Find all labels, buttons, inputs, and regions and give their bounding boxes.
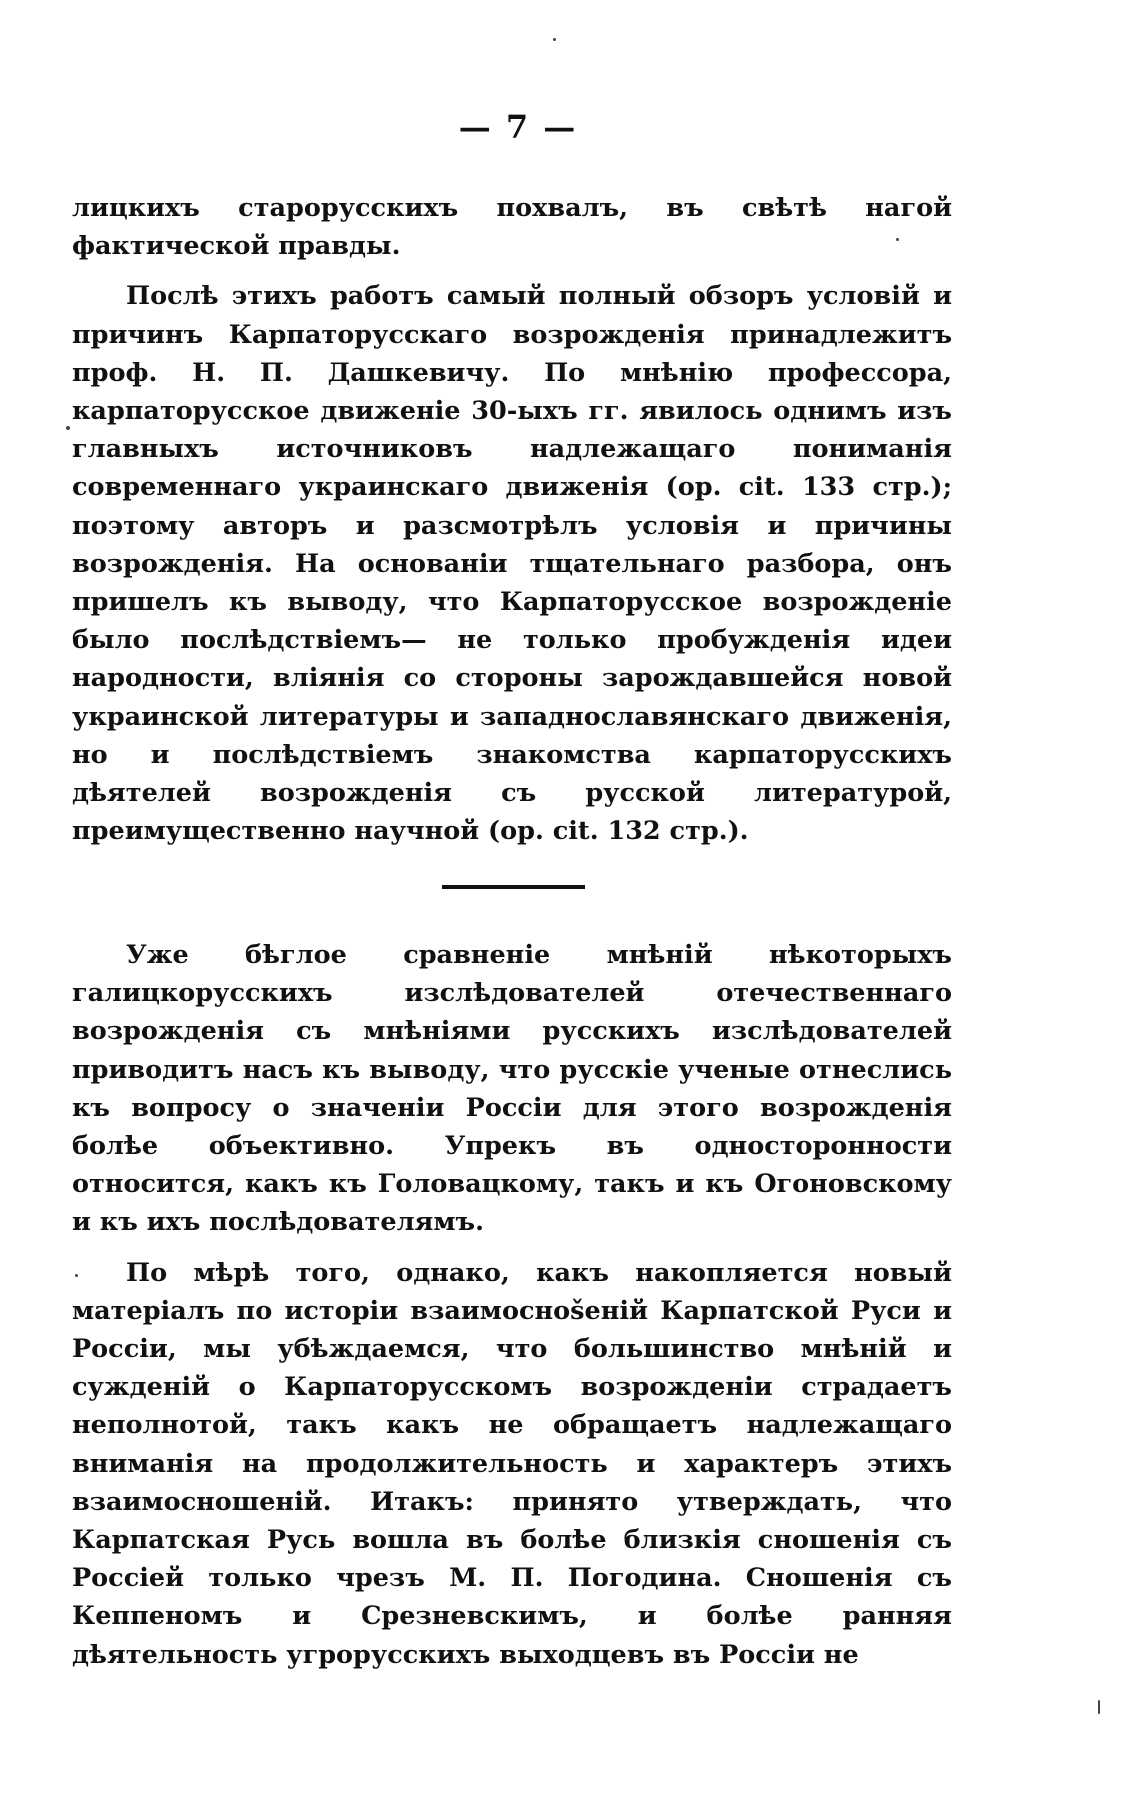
paragraph-new-material: По мѣрѣ того, однако, какъ накопляется новый матеріалъ по исторіи взаимоснošеній Карпатской Руси и Россіи, мы убѣждаемся, что большинство мнѣній и сужденій о Карпаторусскомъ возрожденіи страдаетъ неполнотой, такъ какъ не обращаетъ надлежащаго вниманія на продолжительность и характеръ этихъ взаимосношеній. Итакъ: принято утверждать, что Карпатская Русь вошла въ болѣе близкія сношенія съ Россіей только чрезъ М. П. Погодина. Сношенія съ Кеппеномъ и Срезневскимъ, и болѣе ранняя дѣятельность угрорусскихъ выходцевъ въ Россіи не: [72, 1257, 952, 1670]
print-speck: [66, 426, 70, 430]
text-block-top: [72, 189, 952, 850]
print-speck: [896, 238, 899, 241]
paragraph-comparison: Уже бѣглое сравненіе мнѣній нѣкоторыхъ галицкорусскихъ изслѣдователей отечественнаго возрожденія съ мнѣніями русскихъ изслѣдователей приводитъ насъ къ выводу, что русскіе ученые отнеслись къ вопросу о значеніи Россіи для этого возрожденія болѣе объективно. Упрекъ въ односторонности относится, какъ къ Головацкому, такъ и къ Огоновскому и къ ихъ послѣдователямъ.: [72, 940, 952, 1238]
page-number: — 7 —: [458, 108, 578, 146]
continuation-paragraph: лицкихъ старорусскихъ похвалъ, въ свѣтѣ нагой фактической правды.: [72, 193, 952, 262]
print-speck: [1098, 1700, 1100, 1714]
print-speck: [75, 1274, 78, 1277]
print-speck: [553, 38, 556, 41]
text-block-bottom: [72, 936, 952, 1674]
paragraph-dashkevich: Послѣ этихъ работъ самый полный обзоръ условій и причинъ Карпаторусскаго возрожденія принадлежитъ проф. Н. П. Дашкевичу. По мнѣнію профессора, карпаторусское движеніе 30-ыхъ гг. явилось однимъ изъ главныхъ источниковъ надлежащаго пониманія современнаго украинскаго движенія (op. cit. 133 стр.); поэтому авторъ и разсмотрѣлъ условія и причины возрожденія. На основаніи тщательнаго разбора, онъ пришелъ къ выводу, что Карпаторусское возрожденіе было послѣдствіемъ— не только пробужденія идеи народности, вліянія со стороны зарождавшейся новой украинской литературы и западнославянскаго движенія, но и послѣдствіемъ знакомства карпаторусскихъ дѣятелей возрожденія съ русской литературой, преимущественно научной (op. cit. 132 стр.).: [72, 281, 952, 847]
section-separator: [442, 885, 585, 889]
